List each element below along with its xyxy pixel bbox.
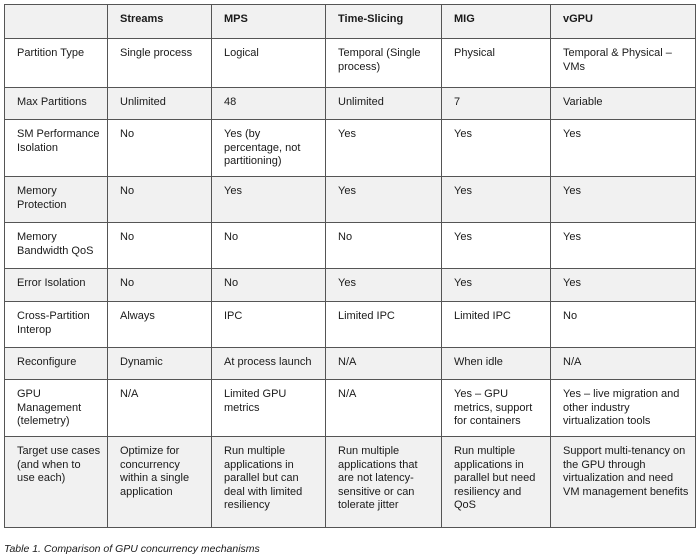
header-cell-mps: MPS bbox=[212, 5, 326, 39]
header-cell-empty bbox=[5, 5, 108, 39]
table-cell: Single process bbox=[108, 39, 212, 88]
table-cell: Yes bbox=[326, 120, 442, 177]
header-row bbox=[5, 5, 696, 39]
table-cell: Yes bbox=[551, 269, 696, 302]
table-row bbox=[5, 380, 696, 437]
table-cell: No bbox=[326, 223, 442, 269]
table-cell: Limited GPU metrics bbox=[212, 380, 326, 437]
table-cell: Temporal & Physical – VMs bbox=[551, 39, 696, 88]
table-cell: Yes bbox=[551, 223, 696, 269]
table-cell: Yes bbox=[212, 177, 326, 223]
table-cell: N/A bbox=[108, 380, 212, 437]
row-label-cell: Memory Bandwidth QoS bbox=[5, 223, 108, 269]
table-cell: Yes – live migration and other industry virtualization tools bbox=[551, 380, 696, 437]
table-cell: Yes bbox=[442, 269, 551, 302]
comparison-table-container bbox=[4, 4, 696, 528]
table-cell: 7 bbox=[442, 88, 551, 120]
table-cell: Limited IPC bbox=[442, 302, 551, 348]
table-row bbox=[5, 437, 696, 528]
table-cell: Run multiple applications in parallel but can deal with limited resiliency bbox=[212, 437, 326, 528]
table-body bbox=[5, 39, 696, 528]
table-cell: IPC bbox=[212, 302, 326, 348]
table-cell: Yes bbox=[551, 120, 696, 177]
table-cell: No bbox=[108, 269, 212, 302]
table-caption: Table 1. Comparison of GPU concurrency mechanisms bbox=[4, 543, 260, 555]
header-cell-streams: Streams bbox=[108, 5, 212, 39]
table-cell: No bbox=[108, 120, 212, 177]
row-label-cell: Error Isolation bbox=[5, 269, 108, 302]
table-cell: Unlimited bbox=[326, 88, 442, 120]
table-cell: Yes (by percentage, not partitioning) bbox=[212, 120, 326, 177]
table-cell: Run multiple applications in parallel but need resiliency and QoS bbox=[442, 437, 551, 528]
table-cell: Yes bbox=[326, 269, 442, 302]
table-cell: N/A bbox=[326, 348, 442, 380]
table-cell: No bbox=[551, 302, 696, 348]
table-cell: Yes bbox=[442, 223, 551, 269]
table-row bbox=[5, 177, 696, 223]
table-cell: N/A bbox=[551, 348, 696, 380]
table-cell: Yes bbox=[326, 177, 442, 223]
table-cell: No bbox=[212, 223, 326, 269]
table-cell: Variable bbox=[551, 88, 696, 120]
table-row bbox=[5, 348, 696, 380]
table-cell: Yes bbox=[442, 120, 551, 177]
table-cell: At process launch bbox=[212, 348, 326, 380]
row-label-cell: Max Partitions bbox=[5, 88, 108, 120]
table-cell: Yes bbox=[442, 177, 551, 223]
header-cell-mig: MIG bbox=[442, 5, 551, 39]
table-cell: Yes – GPU metrics, support for containers bbox=[442, 380, 551, 437]
table-cell: Logical bbox=[212, 39, 326, 88]
table-cell: Yes bbox=[551, 177, 696, 223]
table-row bbox=[5, 88, 696, 120]
row-label-cell: Cross-Partition Interop bbox=[5, 302, 108, 348]
row-label-cell: Target use cases (and when to use each) bbox=[5, 437, 108, 528]
row-label-cell: SM Performance Isolation bbox=[5, 120, 108, 177]
table-row bbox=[5, 39, 696, 88]
table-cell: No bbox=[212, 269, 326, 302]
table-cell: Physical bbox=[442, 39, 551, 88]
table-cell: Unlimited bbox=[108, 88, 212, 120]
row-label-cell: Partition Type bbox=[5, 39, 108, 88]
table-cell: Limited IPC bbox=[326, 302, 442, 348]
table-cell: No bbox=[108, 177, 212, 223]
table-row bbox=[5, 120, 696, 177]
table-cell: Support multi-tenancy on the GPU through virtualization and need VM management benefits bbox=[551, 437, 696, 528]
header-cell-time-slicing: Time-Slicing bbox=[326, 5, 442, 39]
comparison-table bbox=[4, 4, 696, 528]
row-label-cell: GPU Management (telemetry) bbox=[5, 380, 108, 437]
table-cell: Optimize for concurrency within a single application bbox=[108, 437, 212, 528]
table-cell: No bbox=[108, 223, 212, 269]
table-cell: Always bbox=[108, 302, 212, 348]
table-cell: Dynamic bbox=[108, 348, 212, 380]
header-cell-vgpu: vGPU bbox=[551, 5, 696, 39]
table-cell: N/A bbox=[326, 380, 442, 437]
table-cell: Temporal (Single process) bbox=[326, 39, 442, 88]
table-cell: Run multiple applications that are not latency-sensitive or can tolerate jitter bbox=[326, 437, 442, 528]
row-label-cell: Reconfigure bbox=[5, 348, 108, 380]
table-row bbox=[5, 302, 696, 348]
table-cell: 48 bbox=[212, 88, 326, 120]
table-row bbox=[5, 269, 696, 302]
table-row bbox=[5, 223, 696, 269]
row-label-cell: Memory Protection bbox=[5, 177, 108, 223]
table-cell: When idle bbox=[442, 348, 551, 380]
